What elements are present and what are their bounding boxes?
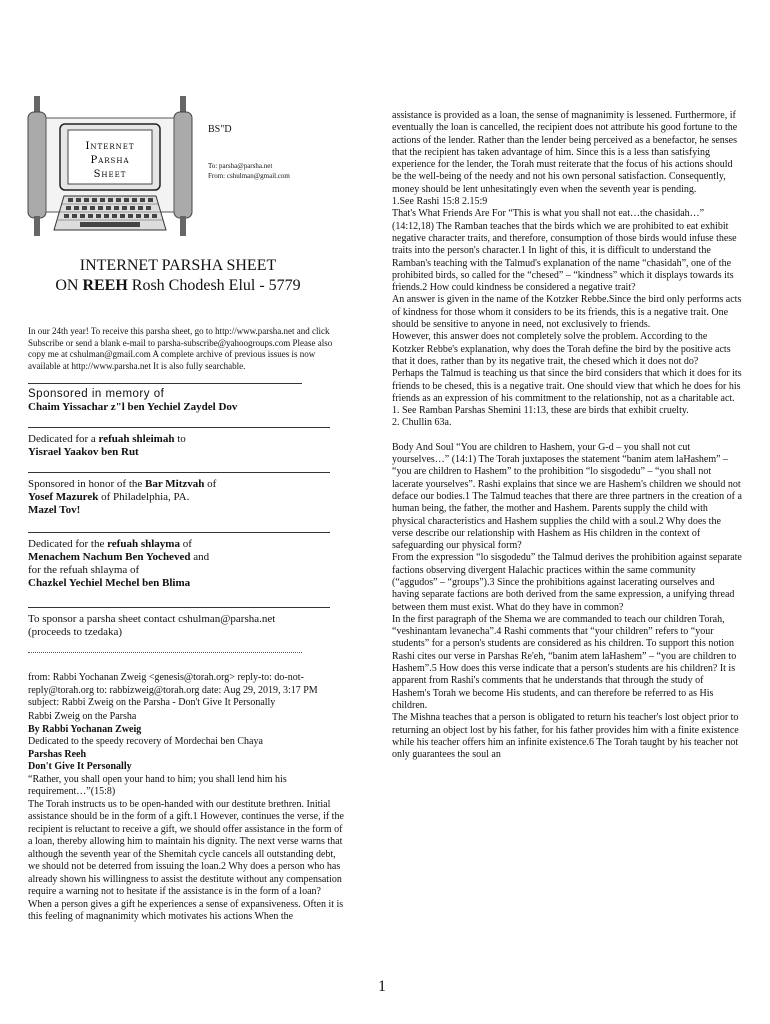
divider <box>28 532 330 533</box>
right-paragraph-expression: From the expression “lo sisgodedu” the Talmud derives the prohibition against separate factions observing divergent Halachic practices within the same community (“aggudos” – “groups”).3 Since the prohibitions against lacerating ourselves and having separate factions are both derived from the same expression, a unifying thread between them must exist. What do they have in common? <box>392 552 742 613</box>
ded1-bold: refuah shleimah <box>98 433 175 445</box>
dedication-2-name1-line <box>28 551 348 564</box>
right-paragraph-friends: That's What Friends Are For “This is what you shall not eat…the chasidah…” (14:12,18) The Ramban teaches that the birds which we are prohibited to eat exhibit negative character traits, and therefore, consumption of those birds would infuse these traits into the person's character.1 In light of this, it is difficult to understand the Ramban's teaching with the Talmud's explanation of the name “chasidah”, one of the prohibited birds, so called for the “chesed” – “kindness” which it displays towards its friends.2 How could kindness be considered a negative trait? <box>392 208 737 294</box>
sponsor-contact-line1: To sponsor a parsha sheet contact cshulman@parsha.net <box>28 613 276 625</box>
divider <box>28 427 330 428</box>
right-paragraph-kotzker: An answer is given in the name of the Kotzker Rebbe.Since the bird only performs acts of kindness for those whom it considers to be its friends, this is a negative trait. One should be sensitive to anyone in need, not exclusively to friends. <box>392 294 742 331</box>
title-line-1: INTERNET PARSHA SHEET <box>79 257 277 274</box>
article-paragraph-1: The Torah instructs us to be open-handed with our destitute brethren. Initial assistance should be in the form of a gift.1 However, continues the verse, if the recipient is reluctant to receive a gift, we should offer assistance in the form of a loan, thereby allowing him to maintain his dignity. The next verse warns that although the seventh year of the Shemitah cycle cancels all outstanding debt, we should not be deterred from issuing the loan.2 Why does a person who has already shown his willingness to assist the destitute without any compensation require a warning not to hesitate if the assistance is in the form of a loan? <box>28 798 344 897</box>
bar-mitzvah-text <box>28 478 348 491</box>
ded1-pre: Dedicated for a <box>28 433 99 445</box>
sponsor-contact <box>28 613 348 639</box>
right-footnote-2: 1. See Ramban Parshas Shemini 11:13, these are birds that exhibit cruelty. <box>392 405 689 417</box>
bm-pre: Sponsored in honor of the <box>28 478 146 490</box>
article-author: By Rabbi Yochanan Zweig <box>28 723 142 735</box>
right-footnote-3: 2. Chullin 63a. <box>392 417 452 429</box>
dedication-1 <box>28 433 348 459</box>
intro-paragraph: In our 24th year! To receive this parsha sheet, go to http://www.parsha.net and click Subscribe or send a blank e-mail to parsha-subscribe@yahoogroups.com Please also copy me at cshulman@gmail.com A complete archive of previous issues is now available at http://www.parsha.net It is also fully searchable. <box>28 326 333 371</box>
sponsor-memory <box>28 388 348 414</box>
logo-line-2: Parsha <box>90 155 130 166</box>
divider <box>28 652 302 653</box>
bar-mitzvah-sponsor <box>28 478 348 517</box>
dedication-2-text <box>28 538 348 551</box>
memory-label: Sponsored in memory of <box>28 388 165 400</box>
header-to: To: parsha@parsha.net <box>208 162 273 170</box>
ded2-name1: Menachem Nachum Ben Yocheved <box>28 551 191 563</box>
right-footnote-1: 1.See Rashi 15:8 2.15:9 <box>392 196 488 208</box>
article-right-column <box>392 110 742 761</box>
right-paragraph-perhaps: Perhaps the Talmud is teaching us that since the bird considers that which it does for its friends to be chesed, this is a negative trait. One should view that which he does for his friends as an expression of his commitment to the relationship, not as a charitable act. <box>392 368 742 404</box>
bm-post: of <box>204 478 217 490</box>
article-parsha: Parshas Reeh <box>28 748 87 760</box>
article-title: Don't Give It Personally <box>28 761 132 772</box>
divider <box>28 383 302 384</box>
title-suffix: Rosh Chodesh Elul - 5779 <box>127 277 301 294</box>
divider <box>28 472 330 473</box>
sponsor-contact-line2: (proceeds to tzedaka) <box>28 626 123 638</box>
dedication-1-text <box>28 433 348 446</box>
logo-line-3: Sheet <box>93 169 127 180</box>
right-paragraph-body-soul: Body And Soul “You are children to Hashem, your G-d – you shall not cut yourselves…” (14:1) The Torah juxtaposes the statement “banim atem laHashem” – “you are children to Hashem” to the prohibition “lo sisgodedu” – “you shall not lacerate yourselves”. Rashi explains that since we are Hashem's children we should not deface our bodies.1 The Talmud teaches that there are three partners in the creation of a human being, the father, the mother and Hashem. Parents supply the child with physical characteristics and Hashem supplies the child with a soul.2 Why does the verse describe our relationship with Hashem as His children in the context of safeguarding our physical form? <box>392 441 742 552</box>
article-left-column <box>28 711 348 924</box>
article-paragraph-2: When a person gives a gift he experiences a sense of expansiveness. Often it is this feeling of magnanimity which motivates his actions When the <box>28 898 344 922</box>
bm-place: of Philadelphia, PA. <box>98 491 190 503</box>
ded1-post: to <box>174 433 186 445</box>
dedication-2-for: for the refuah shlayma of <box>28 564 140 576</box>
ded2-post: of <box>179 538 192 550</box>
mazel-tov: Mazel Tov! <box>28 504 81 516</box>
email-header: from: Rabbi Yochanan Zweig <genesis@torah.org> reply-to: do-not-reply@torah.org to: rabbizweig@torah.org date: Aug 29, 2019, 3:17 PM subject: Rabbi Zweig on the Parsha - Don't Give It Personally <box>28 672 318 708</box>
logo-line-1: Internet <box>85 141 135 152</box>
article-series: Rabbi Zweig on the Parsha <box>28 711 137 722</box>
article-quote: “Rather, you shall open your hand to him; you shall lend him his requirement…”(15:8) <box>28 773 287 797</box>
right-paragraph-1: assistance is provided as a loan, the sense of magnanimity is lessened. Furthermore, if eventually the loan is cancelled, the recipient does not attribute his good fortune to the actions of the lender. Rather than the lender being perceived as a benefactor, he senses that the recipient has taken advantage of him. Since this is a less than satisfying experience for the lender, the Torah must reiterate that the focus of his actions should be the well-being of the needy and not his own personal satisfaction. Consequently, money should be lent unhesitatingly even when the seventh year is pending. <box>392 110 738 195</box>
title-line-2 <box>28 276 328 296</box>
article-dedication: Dedicated to the speedy recovery of Mordechai ben Chaya <box>28 736 263 747</box>
right-paragraph-mishna: The Mishna teaches that a person is obligated to return his teacher's lost object prior to returning an object lost by his father, for his father provides him with a finite existence while his teacher offers him an infinite existence.6 The Torah taught by his teacher not only guarantees the soul an <box>392 712 739 761</box>
header-contacts <box>208 161 290 181</box>
page-title <box>28 256 328 296</box>
dedication-1-name: Yisrael Yaakov ben Rut <box>28 446 139 458</box>
ded2-and: and <box>190 551 210 563</box>
right-paragraph-however: However, this answer does not completely solve the problem. According to the Kotzker Rebbe's explanation, why does the Torah define the bird by the positive acts that it does, rather than by its negative trait, the chesed which it does not do? <box>392 331 731 367</box>
header-from: From: cshulman@gmail.com <box>208 172 290 180</box>
ded2-bold: refuah shlayma <box>107 538 180 550</box>
memory-name: Chaim Yissachar z"l ben Yechiel Zaydel Dov <box>28 401 238 413</box>
divider <box>28 607 330 608</box>
bar-mitzvah-name-line <box>28 491 348 504</box>
internet-parsha-sheet-logo <box>24 92 196 242</box>
title-parsha: REEH <box>82 277 128 294</box>
ded2-pre: Dedicated for the <box>28 538 108 550</box>
title-prefix: ON <box>55 277 83 294</box>
dedication-2 <box>28 538 348 590</box>
dedication-2-name2: Chazkel Yechiel Mechel ben Blima <box>28 577 191 589</box>
right-paragraph-shema: In the first paragraph of the Shema we are commanded to teach our children Torah, “veshinantam levanecha”.4 Rashi comments that “your children” refers to “your students” for a person's students are considered as his children. To support this notion Rashi cites our verse in Parshas Re'eh, “banim atem laHashem” – “you are children to Hashem”.5 How does this verse indicate that a person's students are his children? It is apparent from Rashi's comments that he understands that through the study of Hashem's Torah we become His students, and can therefore be referred to as His children. <box>392 613 737 711</box>
bsd-header: BS"D <box>208 124 232 135</box>
bm-name: Yosef Mazurek <box>28 491 99 503</box>
page-number: 1 <box>378 978 386 995</box>
bm-bold: Bar Mitzvah <box>145 478 205 490</box>
